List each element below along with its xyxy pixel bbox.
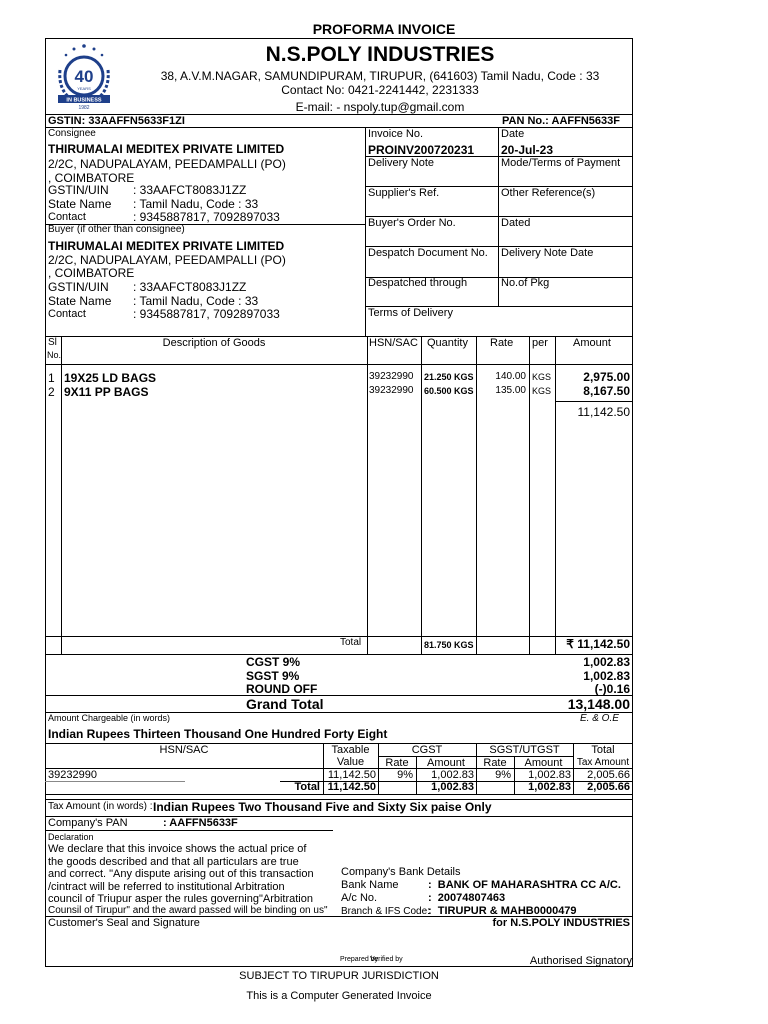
row-description: 9X11 PP BAGS [64, 385, 149, 399]
tax-total-total: 2,005.66 [587, 781, 630, 793]
document-title: PROFORMA INVOICE [312, 21, 456, 37]
declaration-line: and correct. "Any dispute arising out of this transaction [48, 868, 314, 880]
col-description: Description of Goods [162, 337, 266, 349]
company-pan: PAN No.: AAFFN5633F [502, 115, 620, 127]
consignee-name: THIRUMALAI MEDITEX PRIVATE LIMITED [48, 142, 285, 156]
bank-ifs: : TIRUPUR & MAHB0000479 [428, 905, 577, 917]
40-years-badge-icon [48, 40, 120, 112]
bank-name-label: Bank Name [341, 879, 399, 891]
row-rate: 135.00 [495, 385, 526, 396]
row-per: KGS [532, 372, 552, 382]
row-hsn: 39232990 [369, 385, 414, 396]
bank-heading: Company's Bank Details [341, 866, 461, 878]
tax-col-sgst: SGST/UTGST [489, 744, 560, 756]
amount-words-label: Amount Chargeable (in words) [48, 713, 171, 723]
total-quantity: 81.750 KGS [424, 640, 474, 650]
company-pan-label: Company's PAN [48, 817, 128, 829]
col-amount: Amount [573, 337, 611, 349]
tax-row-total: 2,005.66 [587, 769, 630, 781]
cgst-rate-header: Rate [385, 757, 409, 769]
consignee-contact-label: Contact [48, 211, 86, 223]
buyer-gstin: : 33AAFCT8083J1ZZ [133, 280, 247, 294]
dated-label: Dated [501, 217, 531, 229]
logo-ribbon: IN BUSINESS [66, 97, 102, 104]
tax-words-label: Tax Amount (in words) : [48, 801, 153, 812]
invoice-date: 20-Jul-23 [501, 143, 554, 157]
consignee-gstin-label: GSTIN/UIN [48, 183, 109, 197]
buyer-contact: : 9345887817, 7092897033 [133, 307, 280, 321]
customer-seal-label: Customer's Seal and Signature [48, 917, 200, 929]
col-sl: Sl [48, 337, 57, 348]
row-quantity: 21.250 KGS [424, 372, 474, 382]
mode-terms-label: Mode/Terms of Payment [501, 157, 621, 169]
declaration-label: Declaration [48, 832, 94, 842]
tax-row-cgst-amount: 1,002.83 [431, 769, 474, 781]
tax-label: CGST 9% [246, 655, 301, 669]
consignee-state: : Tamil Nadu, Code : 33 [133, 197, 259, 211]
date-label: Date [501, 128, 525, 140]
declaration-line: the goods described and that all particulars are true [48, 856, 299, 868]
buyer-address-2: , COIMBATORE [48, 266, 135, 280]
computer-generated-note: This is a Computer Generated Invoice [246, 990, 432, 1002]
invoice-no-label: Invoice No. [368, 128, 424, 140]
bank-ifs-label: Branch & IFS Code: [341, 906, 430, 917]
declaration-line: Counsil of Tirupur" and the award passed will be binding on us" [48, 905, 328, 916]
tax-row-sgst-amount: 1,002.83 [528, 769, 571, 781]
tax-col-hsn: HSN/SAC [159, 744, 209, 756]
consignee-address-2: , COIMBATORE [48, 171, 135, 185]
row-amount: 8,167.50 [583, 384, 630, 398]
company-gstin: GSTIN: 33AAFFN5633F1ZI [48, 115, 185, 127]
sgst-rate-header: Rate [483, 757, 507, 769]
buyer-address-1: 2/2C, NADUPALAYAM, PEEDAMPALLI (PO) [48, 253, 286, 267]
grand-total-amount: 13,148.00 [567, 696, 630, 712]
col-hsn: HSN/SAC [369, 337, 418, 349]
grand-total-label: Grand Total [246, 696, 324, 712]
tax-row-hsn: 39232990 [48, 769, 97, 781]
logo-years: YEARS [77, 86, 91, 91]
row-rate: 140.00 [495, 371, 526, 382]
tax-label: SGST 9% [246, 669, 300, 683]
cgst-amount-header: Amount [427, 757, 465, 769]
bank-ac-value: 20074807463 [437, 892, 506, 904]
tax-row-cgst-rate: 9% [397, 769, 413, 781]
terms-of-delivery-label: Terms of Delivery [368, 307, 453, 319]
row-sl: 1 [48, 371, 55, 385]
suppliers-ref-label: Supplier's Ref. [368, 187, 440, 199]
jurisdiction: SUBJECT TO TIRUPUR JURISDICTION [239, 970, 439, 982]
buyers-order-label: Buyer's Order No. [368, 217, 456, 229]
buyer-state-label: State Name [48, 294, 112, 308]
logo-number: 40 [74, 67, 94, 86]
company-address: 38, A.V.M.NAGAR, SAMUNDIPURAM, TIRUPUR, (641603) Tamil Nadu, Code : 33 [160, 69, 600, 83]
authorised-signatory: Authorised Signatory [529, 955, 632, 967]
row-amount: 2,975.00 [583, 370, 630, 384]
tax-total-sgst: 1,002.83 [528, 781, 571, 793]
delivery-note-label: Delivery Note [368, 157, 435, 169]
logo-year: 1982 [78, 105, 90, 111]
tax-row-taxable: 11,142.50 [327, 769, 376, 781]
tax-total-cgst: 1,002.83 [431, 781, 474, 793]
tax-col-taxable-1: Taxable [331, 744, 370, 756]
amount-in-words: Indian Rupees Thirteen Thousand One Hundred Forty Eight [48, 727, 388, 741]
tax-col-total-2: Tax Amount [576, 757, 630, 768]
company-email: E-mail: - nspoly.tup@gmail.com [295, 100, 465, 114]
col-per: per [532, 337, 548, 349]
tax-amount-in-words: Indian Rupees Two Thousand Five and Sixty Six paise Only [153, 800, 492, 814]
tax-col-cgst: CGST [411, 744, 443, 756]
round-off-label: ROUND OFF [246, 682, 318, 696]
company-contact: Contact No: 0421-2241442, 2231333 [281, 83, 479, 97]
col-rate: Rate [490, 337, 514, 349]
declaration-line: council of Triupur asper the rules governing"Arbitration [48, 893, 313, 905]
buyer-gstin-label: GSTIN/UIN [48, 280, 109, 294]
tax-total-label: Total [294, 781, 320, 793]
bank-ac: : 20074807463 [428, 892, 506, 904]
total-amount: ₹ 11,142.50 [566, 637, 630, 651]
tax-amount: 1,002.83 [583, 669, 630, 683]
buyer-name: THIRUMALAI MEDITEX PRIVATE LIMITED [48, 239, 285, 253]
despatched-through-label: Despatched through [368, 277, 468, 289]
sgst-amount-header: Amount [524, 757, 563, 769]
tax-col-total-1: Total [591, 744, 615, 756]
subtotal: 11,142.50 [577, 405, 630, 419]
invoice-no: PROINV200720231 [368, 143, 475, 157]
tax-col-taxable-2: Value [336, 756, 365, 768]
col-quantity: Quantity [427, 337, 468, 349]
total-label: Total [340, 637, 362, 648]
row-quantity: 60.500 KGS [424, 386, 474, 396]
row-hsn: 39232990 [369, 371, 414, 382]
row-sl: 2 [48, 385, 55, 399]
round-off-amount: (-)0.16 [594, 682, 630, 696]
delivery-note-date-label: Delivery Note Date [501, 247, 594, 259]
tax-row-sgst-rate: 9% [495, 769, 511, 781]
tax-amount: 1,002.83 [583, 655, 630, 669]
verified-by-label: Verified by [370, 956, 403, 963]
despatch-doc-label: Despatch Document No. [368, 247, 488, 259]
buyer-state: : Tamil Nadu, Code : 33 [133, 294, 259, 308]
row-description: 19X25 LD BAGS [64, 371, 157, 385]
prepared-by-label: Prepared by [340, 956, 379, 963]
col-no: No. [47, 350, 62, 360]
no-of-pkg-label: No.of Pkg [501, 277, 550, 289]
bank-ac-label: A/c No. [341, 892, 378, 904]
consignee-address-1: 2/2C, NADUPALAYAM, PEEDAMPALLI (PO) [48, 157, 286, 171]
bank-ifs-value: TIRUPUR & MAHB0000479 [437, 905, 577, 917]
consignee-heading: Consignee [48, 128, 96, 139]
declaration-line: /cintract will be referred to institutional Arbitration [48, 881, 285, 893]
buyer-heading: Buyer (if other than consignee) [48, 224, 185, 235]
other-ref-label: Other Reference(s) [501, 187, 596, 199]
consignee-contact: : 9345887817, 7092897033 [133, 210, 280, 224]
tax-total-taxable: 11,142.50 [327, 781, 376, 793]
row-per: KGS [532, 386, 552, 396]
eoe: E. & O.E [580, 713, 619, 724]
bank-name: : BANK OF MAHARASHTRA CC A/C. [428, 879, 621, 891]
buyer-contact-label: Contact [48, 308, 86, 320]
company-name: N.S.POLY INDUSTRIES [265, 43, 495, 66]
declaration-line: We declare that this invoice shows the actual price of [48, 843, 307, 855]
consignee-gstin: : 33AAFCT8083J1ZZ [133, 183, 247, 197]
for-company: for N.S.POLY INDUSTRIES [492, 917, 630, 929]
consignee-state-label: State Name [48, 197, 112, 211]
bank-name-value: BANK OF MAHARASHTRA CC A/C. [437, 879, 621, 891]
company-pan-value: : AAFFN5633F [163, 817, 238, 829]
